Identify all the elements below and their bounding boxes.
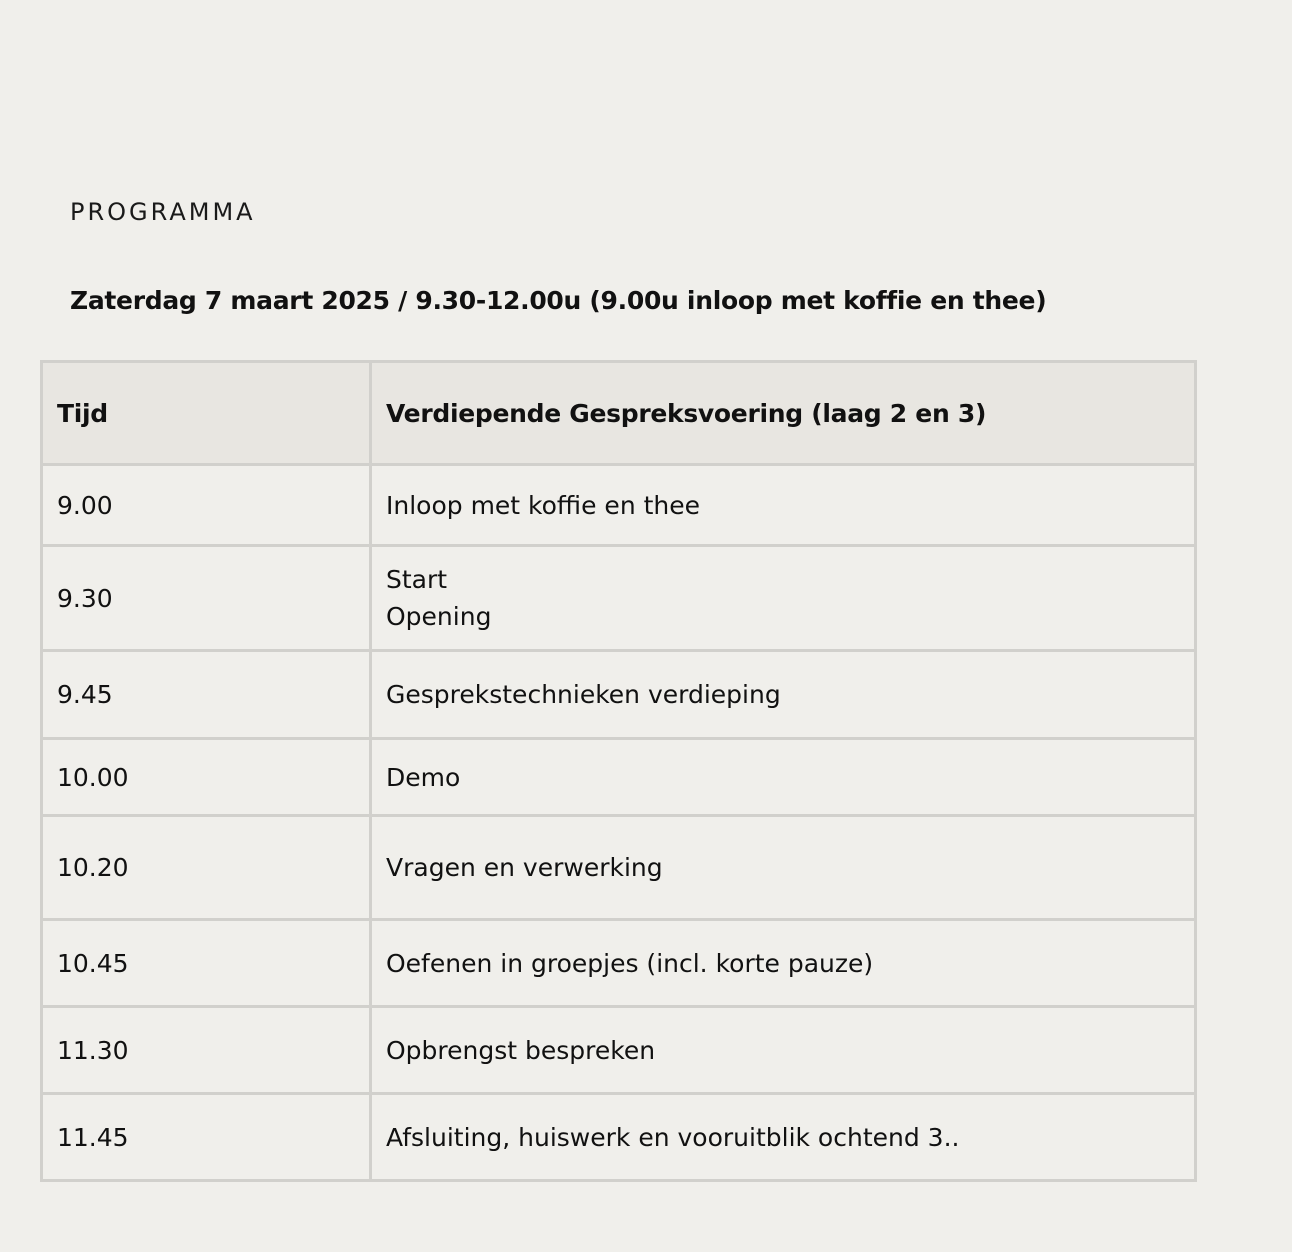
program-table <box>40 360 1197 1182</box>
activity-text: Demo <box>386 762 461 792</box>
row-activity <box>371 816 1196 920</box>
row-activity <box>371 651 1196 739</box>
activity-text: Gesprekstechnieken verdieping <box>386 680 781 709</box>
row-activity <box>371 739 1196 816</box>
activity-text: Inloop met koffie en thee <box>386 490 701 520</box>
row-time: 10.45 <box>42 920 371 1007</box>
row-activity <box>371 465 1196 546</box>
row-time: 10.20 <box>42 816 371 920</box>
header-activity: Verdiepende Gespreksvoering (laag 2 en 3) <box>371 362 1196 465</box>
row-activity <box>371 920 1196 1007</box>
row-time: 9.30 <box>42 546 371 651</box>
section-label: PROGRAMMA <box>70 198 256 226</box>
table-row <box>42 1007 1196 1094</box>
activity-text: Vragen en verwerking <box>386 853 663 882</box>
event-date-heading: Zaterdag 7 maart 2025 / 9.30-12.00u (9.00u inloop met koffie en thee) <box>70 286 1047 315</box>
activity-text: Oefenen in groepjes (incl. korte pauze) <box>386 948 874 978</box>
row-time: 11.30 <box>42 1007 371 1094</box>
header-time: Tijd <box>42 362 371 465</box>
table-row <box>42 920 1196 1007</box>
row-activity <box>371 1007 1196 1094</box>
table-row <box>42 1094 1196 1181</box>
activity-text: Opening <box>386 602 492 631</box>
table-row <box>42 651 1196 739</box>
row-time: 9.45 <box>42 651 371 739</box>
row-activity <box>371 546 1196 651</box>
row-time: 11.45 <box>42 1094 371 1181</box>
activity-text: Start <box>386 565 448 594</box>
table-header-row <box>42 362 1196 465</box>
table-row <box>42 816 1196 920</box>
table-row <box>42 465 1196 546</box>
table-row <box>42 546 1196 651</box>
row-time: 10.00 <box>42 739 371 816</box>
row-activity <box>371 1094 1196 1181</box>
table-row <box>42 739 1196 816</box>
row-time: 9.00 <box>42 465 371 546</box>
activity-text: Opbrengst bespreken <box>386 1035 656 1065</box>
activity-text: Afsluiting, huiswerk en vooruitblik ochtend 3.. <box>386 1122 960 1152</box>
